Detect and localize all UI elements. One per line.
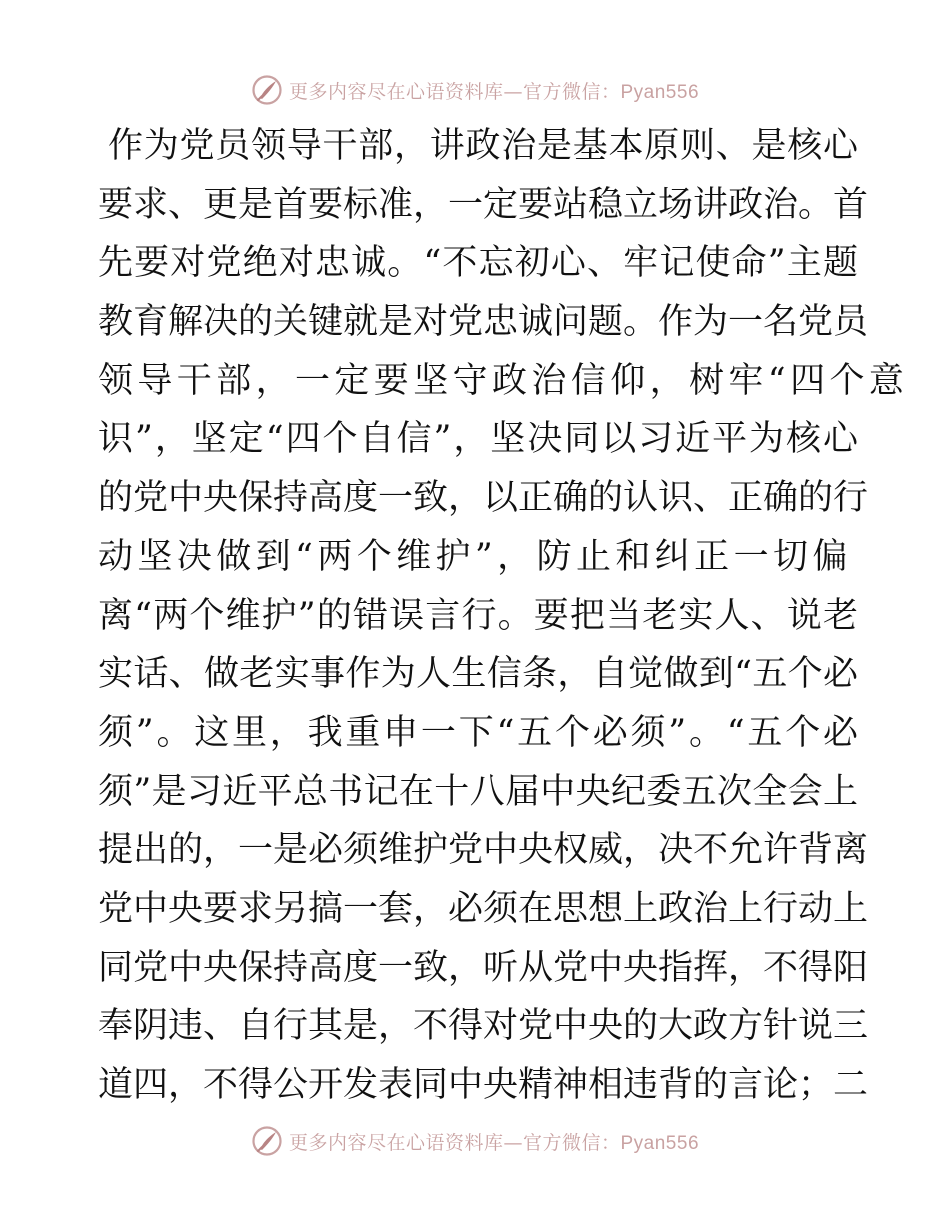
watermark-footer — [0, 1124, 950, 1158]
paragraph-line: 的党中央保持高度一致，以正确的认识、正确的行 — [98, 478, 869, 519]
paragraph-line: 教育解决的关键就是对党忠诚问题。作为一名党员 — [98, 302, 869, 343]
paragraph-line: 动坚决做到“两个维护”，防止和纠正一切偏 — [98, 536, 852, 577]
paragraph-line: 离“两个维护”的错误言行。要把当老实人、说老 — [98, 595, 858, 636]
paragraph-line: 同党中央保持高度一致，听从党中央指挥，不得阳 — [98, 947, 869, 988]
watermark-text: 更多内容尽在心语资料库—官方微信：Pyan556 — [288, 1131, 700, 1154]
brush-logo-icon — [251, 74, 283, 106]
brush-logo-icon — [251, 1125, 283, 1157]
paragraph-line: 实话、做老实事作为人生信条，自觉做到“五个必 — [98, 654, 858, 695]
paragraph-line: 作为党员领导干部，讲政治是基本原则、是核心 — [108, 126, 858, 166]
watermark-header — [0, 73, 950, 107]
paragraph-line: 要求、更是首要标准，一定要站稳立场讲政治。首 — [98, 184, 869, 225]
paragraph-line: 奉阴违、自行其是，不得对党中央的大政方针说三 — [98, 1006, 869, 1047]
watermark-text: 更多内容尽在心语资料库—官方微信：Pyan556 — [288, 80, 700, 103]
document-body — [98, 117, 909, 1115]
paragraph-line: 须”是习近平总书记在十八届中央纪委五次全会上 — [98, 771, 858, 812]
paragraph-line: 提出的，一是必须维护党中央权威，决不允许背离 — [98, 830, 869, 871]
paragraph-line: 党中央要求另搞一套，必须在思想上政治上行动上 — [98, 888, 869, 929]
paragraph-line: 道四，不得公开发表同中央精神相违背的言论；二 — [98, 1065, 869, 1105]
paragraph-line: 领导干部，一定要坚守政治信仰，树牢“四个意 — [98, 360, 909, 401]
paragraph-line: 须”。这里，我重申一下“五个必须”。“五个必 — [98, 712, 858, 753]
paragraph-line: 先要对党绝对忠诚。“不忘初心、牢记使命”主题 — [98, 243, 858, 284]
paragraph-line: 识”，坚定“四个自信”，坚决同以习近平为核心 — [98, 419, 858, 460]
